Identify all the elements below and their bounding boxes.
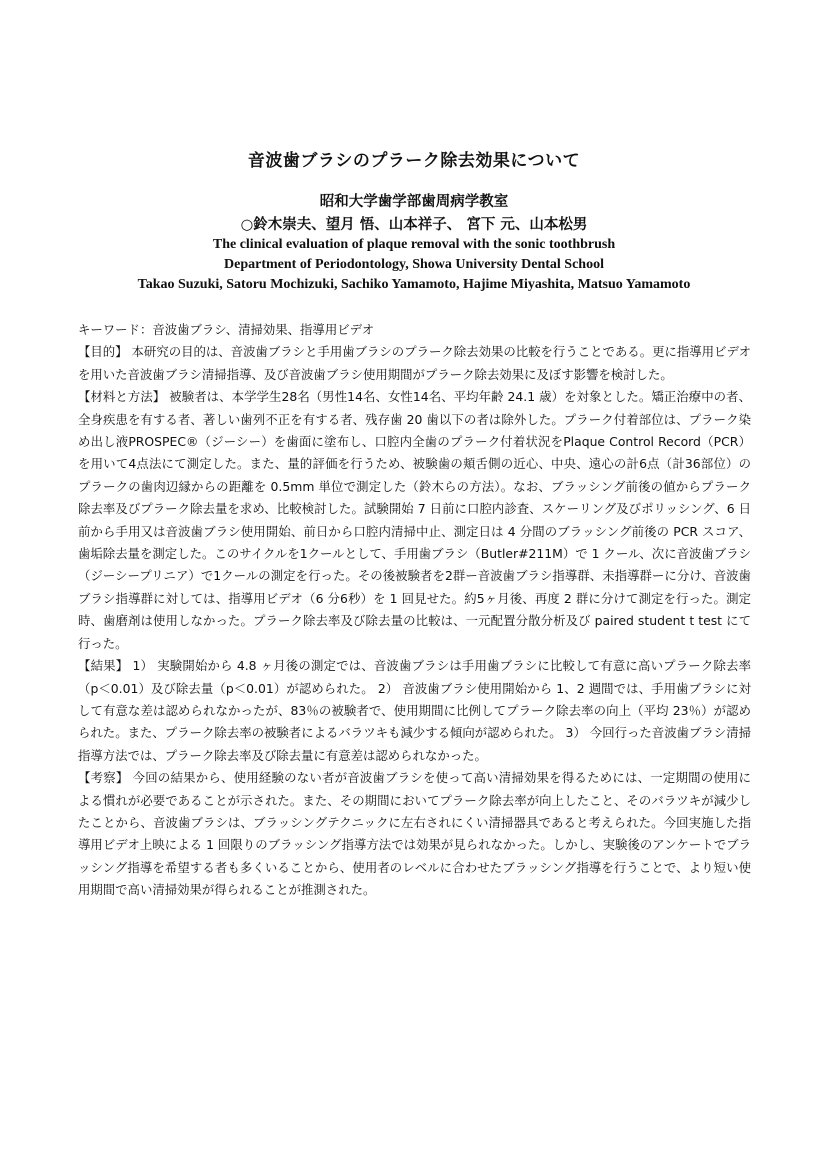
affiliation-japanese: 昭和大学歯学部歯周病学教室 [319, 194, 509, 210]
section-text: 1） 実験開始から 4.8 ヶ月後の測定では、音波歯ブラシは手用歯ブラシに比較して有意に高いプラーク除去率（p＜0.01）及び除去量（p＜0.01）が認められた。 2） 音波歯ブラシ使用開始から 1、2 週間では、手用歯ブラシに対して有意な差は認められなかったが、83％の被験者で、使用期間に比例してプラーク除去率の向上（平均 23％）が認められた。また、プラーク除去率の被験者によるバラツキも減少する傾向が認められた。 3） 今回行った音波歯ブラシ清掃指導方法では、プラーク除去率及び除去量に有意差は認められなかった。 [78, 658, 751, 763]
section-methods [78, 386, 751, 655]
section-text: 今回の結果から、使用経験のない者が音波歯ブラシを使って高い清掃効果を得るためには、一定期間の使用による慣れが必要であることが示された。また、その期間においてプラーク除去率が向上したこと、そのバラツキが減少したことから、音波歯ブラシは、ブラッシングテクニックに左右されにくい清掃器具であると考えられた。今回実施した指導用ビデオ上映による 1 回限りのブラッシング指導方法では効果が見られなかった。しかし、実験後のアンケートでブラッシング指導を希望する者も多くいることから、使用者のレベルに合わせたブラッシング指導を行うことで、より短い使用期間で高い清掃効果が得られることが推測された。 [78, 770, 751, 898]
paper-title-english: The clinical evaluation of plaque removal with the sonic toothbrush [212, 237, 616, 252]
keywords-line: キーワード：音波歯ブラシ、清掃効果、指導用ビデオ [78, 322, 375, 337]
section-heading: 【考察】 [78, 770, 129, 786]
section-results [78, 655, 751, 767]
section-heading: 【目的】 [78, 344, 128, 360]
affiliation-english: Department of Periodontology, Showa University Dental School [224, 257, 604, 272]
section-purpose [78, 341, 751, 386]
authors-english: Takao Suzuki, Satoru Mochizuki, Sachiko Yamamoto, Hajime Miyashita, Matsuo Yamamoto [137, 277, 691, 292]
section-discussion [78, 767, 751, 901]
authors-japanese: ○鈴木崇夫、望月 悟、山本祥子、 宮下 元、山本松男 [240, 217, 588, 233]
section-heading: 【結果】 [78, 658, 129, 674]
paper-title: 音波歯ブラシのプラーク除去効果について [247, 151, 581, 171]
section-heading: 【材料と方法】 [78, 389, 166, 405]
section-text: 被験者は、本学学生28名（男性14名、女性14名、平均年齢 24.1 歳）を対象とした。矯正治療中の者、全身疾患を有する者、著しい歯列不正を有する者、残存歯 20 歯以下の者は除外した。プラーク付着部位は、プラーク染め出し液PROSPEC®（ジーシー）を歯面に塗布し、口腔内全歯のプラーク付着状況をPlaque Control Record（PCR）を用いて4点法にて測定した。また、量的評価を行うため、被験歯の頬舌側の近心、中央、遠心の計6点（計36部位）のプラークの歯肉辺縁からの距離を 0.5mm 単位で測定した（鈴木らの方法）。なお、ブラッシング前後の値からプラーク除去率及びプラーク除去量を求め、比較検討した。試験開始 7 日前に口腔内診査、スケーリング及びポリッシング、6 日前から手用又は音波歯ブラシ使用開始、前日から口腔内清掃中止、測定日は 4 分間のブラッシング前後の PCR スコア、歯垢除去量を測定した。このサイクルを1クールとして、手用歯ブラシ（Butler#211M）で 1 クール、次に音波歯ブラシ（ジーシープリニア）で1クールの測定を行った。その後被験者を2群ー音波歯ブラシ指導群、未指導群ーに分け、音波歯ブラシ指導群に対しては、指導用ビデオ（6 分6秒）を 1 回見せた。約5ヶ月後、再度 2 群に分けて測定を行った。測定時、歯磨剤は使用しなかった。プラーク除去率及び除去量の比較は、一元配置分散分析及び paired student t test にて行った。 [78, 389, 751, 651]
abstract-body [78, 319, 751, 902]
section-text: 本研究の目的は、音波歯ブラシと手用歯ブラシのプラーク除去効果の比較を行うことである。更に指導用ビデオを用いた音波歯ブラシ清掃指導、及び音波歯ブラシ使用期間がプラーク除去効果に及ぼす影響を検討した。 [78, 344, 751, 382]
